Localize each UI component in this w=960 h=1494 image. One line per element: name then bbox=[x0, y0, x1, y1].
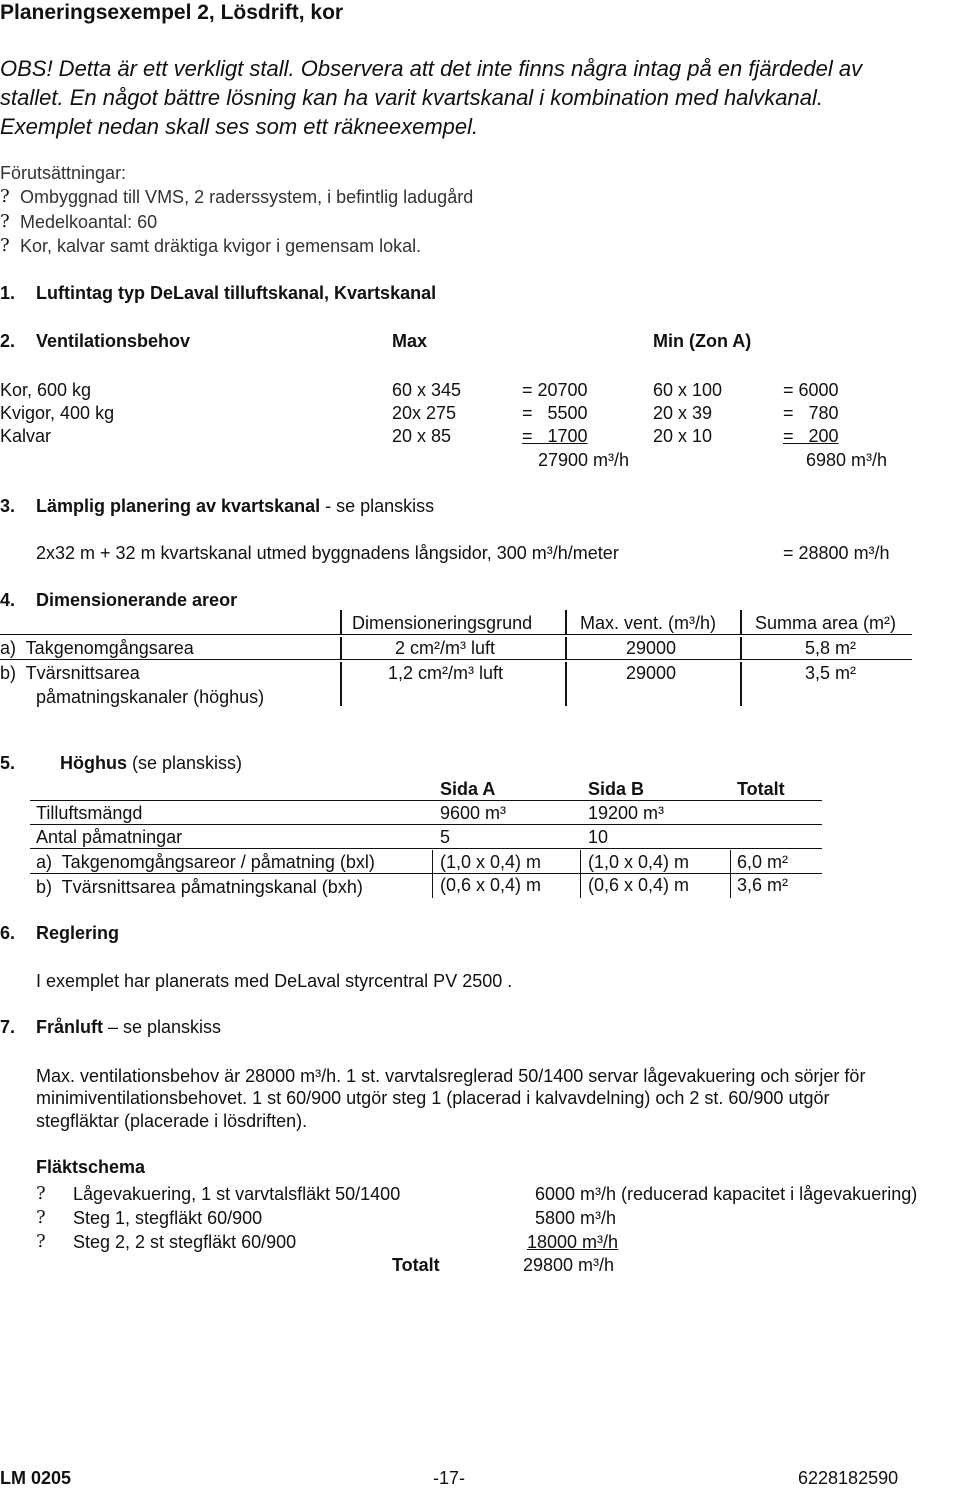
s5-table-divider bbox=[580, 850, 581, 898]
footer-right: 6228182590 bbox=[798, 1468, 899, 1488]
footer-left: LM 0205 bbox=[0, 1468, 72, 1488]
fan-item-value: 18000 m³/h bbox=[527, 1232, 619, 1252]
s4-header-rule bbox=[0, 634, 912, 635]
fan-bullet: ? bbox=[36, 1207, 46, 1228]
s3-result: = 28800 m³/h bbox=[783, 543, 890, 563]
obs-line-2: stallet. En något bättre lösning kan ha varit kvartskanal i kombination med halvkanal. bbox=[0, 85, 824, 110]
s7-para-line-3: stegfläktar (placerade i lösdriften). bbox=[36, 1111, 308, 1131]
s1-number: 1. bbox=[0, 283, 16, 303]
s4-row-a-label: a) Takgenomgångsarea bbox=[0, 638, 194, 658]
s7-para-line-2: minimiventilationsbehovet. 1 st 60/900 utgör steg 1 (placerad i kalvavdelning) och 2 st. 60/900 utgör bbox=[36, 1088, 830, 1108]
s4-header-grund: Dimensioneringsgrund bbox=[352, 613, 533, 633]
s1-title: Luftintag typ DeLaval tilluftskanal, Kvartskanal bbox=[36, 283, 437, 303]
prereq-item-2: Medelkoantal: 60 bbox=[20, 212, 158, 232]
s5-row-a: (0,6 x 0,4) m bbox=[440, 875, 542, 895]
s4-row-b-grund: 1,2 cm²/m³ luft bbox=[388, 663, 504, 683]
s4-table-divider bbox=[340, 662, 342, 706]
s4-table-divider bbox=[740, 610, 742, 634]
s2-row-min-eq: = 200 bbox=[783, 426, 839, 446]
s2-number: 2. bbox=[0, 331, 16, 351]
s7-para-line-1: Max. ventilationsbehov är 28000 m³/h. 1 st. varvtalsreglerad 50/1400 servar lågevakuering och sörjer för bbox=[36, 1066, 866, 1086]
s4-table-divider bbox=[565, 610, 567, 634]
s3-number: 3. bbox=[0, 496, 16, 516]
s4-header-area: Summa area (m²) bbox=[755, 613, 897, 633]
s4-row-b-vent: 29000 bbox=[626, 663, 677, 683]
s4-row-a-grund: 2 cm²/m³ luft bbox=[395, 638, 496, 658]
s4-row-a-area: 5,8 m² bbox=[805, 638, 857, 658]
prereq-heading: Förutsättningar: bbox=[0, 163, 127, 183]
s4-table-divider bbox=[340, 610, 342, 634]
s6-title: Reglering bbox=[36, 923, 120, 943]
s5-table-rule bbox=[30, 848, 822, 849]
page-title: Planeringsexempel 2, Lösdrift, kor bbox=[0, 1, 344, 24]
s4-table-divider bbox=[565, 637, 567, 659]
s2-row-label: Kalvar bbox=[0, 426, 52, 446]
s5-row-label: b) Tvärsnittsarea påmatningskanal (bxh) bbox=[36, 877, 363, 897]
s2-row-label: Kvigor, 400 kg bbox=[0, 403, 115, 423]
s2-row-min-eq: = 780 bbox=[783, 403, 839, 423]
s5-table-divider bbox=[730, 850, 731, 898]
s3-title: Lämplig planering av kvartskanal bbox=[36, 496, 321, 516]
s2-max-total: 27900 m³/h bbox=[538, 450, 630, 470]
prereq-bullet-1: ? bbox=[0, 186, 10, 207]
s2-row-min-calc: 20 x 39 bbox=[653, 403, 713, 423]
fan-item-label: Steg 2, 2 st stegfläkt 60/900 bbox=[73, 1232, 297, 1252]
s4-table-divider bbox=[740, 662, 742, 706]
s2-row-min-eq: = 6000 bbox=[783, 380, 839, 400]
fan-item-label: Lågevakuering, 1 st varvtalsfläkt 50/1400 bbox=[73, 1184, 401, 1204]
s4-row-b-label-2: påmatningskanaler (höghus) bbox=[36, 687, 265, 707]
s7-number: 7. bbox=[0, 1017, 16, 1037]
s3-line: 2x32 m + 32 m kvartskanal utmed byggnadens långsidor, 300 m³/h/meter bbox=[36, 543, 619, 563]
s5-row-b: 10 bbox=[588, 827, 609, 847]
s6-number: 6. bbox=[0, 923, 16, 943]
s3-title-suffix: - se planskiss bbox=[320, 496, 435, 516]
s4-header-vent: Max. vent. (m³/h) bbox=[580, 613, 717, 633]
s5-row-a: 5 bbox=[440, 827, 451, 847]
s6-text: I exemplet har planerats med DeLaval styrcentral PV 2500 . bbox=[36, 971, 513, 991]
s5-table-rule bbox=[30, 800, 822, 801]
footer-page-number: -17- bbox=[433, 1468, 466, 1488]
s5-row-b: (1,0 x 0,4) m bbox=[588, 852, 690, 872]
fan-schema-title: Fläktschema bbox=[36, 1157, 146, 1177]
s4-row-a-vent: 29000 bbox=[626, 638, 677, 658]
s7-title-suffix: – se planskiss bbox=[103, 1017, 222, 1037]
s4-table-divider bbox=[740, 637, 742, 659]
s2-row-max-eq: = 20700 bbox=[522, 380, 588, 400]
obs-line-1: OBS! Detta är ett verkligt stall. Observera att det inte finns några intag på en fjärdedel av bbox=[0, 56, 863, 81]
s2-row-min-calc: 60 x 100 bbox=[653, 380, 723, 400]
fan-total-label: Totalt bbox=[392, 1255, 440, 1275]
s4-row-b-label: b) Tvärsnittsarea bbox=[0, 663, 140, 683]
s4-table-divider bbox=[565, 662, 567, 706]
fan-item-label: Steg 1, stegfläkt 60/900 bbox=[73, 1208, 263, 1228]
s2-row-min-calc: 20 x 10 bbox=[653, 426, 713, 446]
s4-table-divider bbox=[340, 637, 342, 659]
obs-line-3: Exemplet nedan skall ses som ett räkneexempel. bbox=[0, 114, 479, 139]
s5-row-total: 6,0 m² bbox=[737, 852, 789, 872]
s5-number: 5. bbox=[0, 753, 16, 773]
s5-title: Höghus bbox=[60, 753, 127, 773]
s5-row-total: 3,6 m² bbox=[737, 875, 789, 895]
s2-row-label: Kor, 600 kg bbox=[0, 380, 92, 400]
fan-bullet: ? bbox=[36, 1183, 46, 1204]
s5-row-b: 19200 m³ bbox=[588, 803, 665, 823]
s2-row-max-eq: = 1700 bbox=[522, 426, 588, 446]
s2-min-header: Min (Zon A) bbox=[653, 331, 752, 351]
fan-item-value: 6000 m³/h (reducerad kapacitet i lågevakuering) bbox=[535, 1184, 918, 1204]
s2-max-header: Max bbox=[392, 331, 428, 351]
s5-header-b: Sida B bbox=[588, 779, 645, 799]
fan-total-value: 29800 m³/h bbox=[523, 1255, 615, 1275]
s5-title-suffix: (se planskiss) bbox=[127, 753, 243, 773]
s4-row-rule bbox=[0, 659, 912, 660]
s7-title: Frånluft bbox=[36, 1017, 103, 1037]
prereq-item-3: Kor, kalvar samt dräktiga kvigor i gemensam lokal. bbox=[20, 236, 422, 256]
s5-row-a: (1,0 x 0,4) m bbox=[440, 852, 542, 872]
prereq-bullet-2: ? bbox=[0, 211, 10, 232]
s5-table-divider bbox=[432, 850, 433, 898]
s5-header-total: Totalt bbox=[737, 779, 785, 799]
prereq-item-1: Ombyggnad till VMS, 2 raderssystem, i befintlig ladugård bbox=[20, 187, 474, 207]
fan-bullet: ? bbox=[36, 1231, 46, 1252]
s5-table-rule bbox=[30, 824, 822, 825]
s5-row-a: 9600 m³ bbox=[440, 803, 507, 823]
s2-min-total: 6980 m³/h bbox=[806, 450, 888, 470]
s2-row-max-calc: 60 x 345 bbox=[392, 380, 462, 400]
s2-row-max-calc: 20x 275 bbox=[392, 403, 457, 423]
s5-row-label: Antal påmatningar bbox=[36, 827, 183, 847]
s4-title: Dimensionerande areor bbox=[36, 590, 238, 610]
s5-header-a: Sida A bbox=[440, 779, 496, 799]
s5-row-label: a) Takgenomgångsareor / påmatning (bxl) bbox=[36, 852, 375, 872]
s2-row-max-calc: 20 x 85 bbox=[392, 426, 452, 446]
s5-row-b: (0,6 x 0,4) m bbox=[588, 875, 690, 895]
prereq-bullet-3: ? bbox=[0, 235, 10, 256]
fan-item-value: 5800 m³/h bbox=[535, 1208, 617, 1228]
s4-row-b-area: 3,5 m² bbox=[805, 663, 857, 683]
s4-number: 4. bbox=[0, 590, 16, 610]
s2-title: Ventilationsbehov bbox=[36, 331, 191, 351]
s2-row-max-eq: = 5500 bbox=[522, 403, 588, 423]
s5-row-label: Tilluftsmängd bbox=[36, 803, 143, 823]
s5-table-rule bbox=[30, 873, 822, 874]
